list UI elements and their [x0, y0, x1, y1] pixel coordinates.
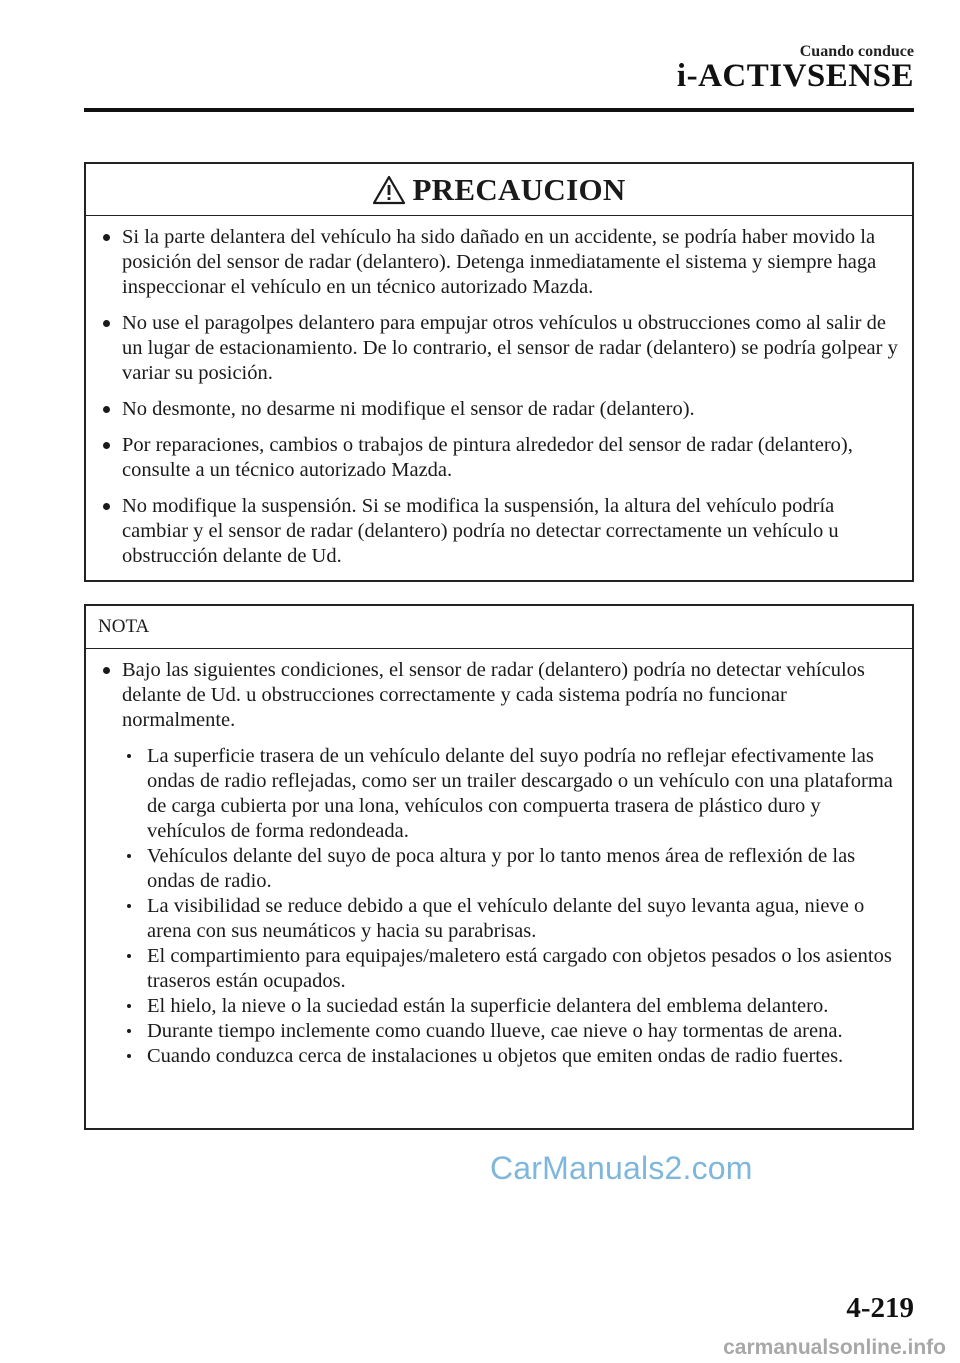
caution-header — [86, 164, 912, 216]
caution-item: Si la parte delantera del vehículo ha sido dañado en un accidente, se podría haber movido la posición del sensor de radar (delantero). Detenga inmediatamente el sistema y siempre haga inspeccionar el vehículo en un técnico autorizado Mazda. — [101, 225, 898, 300]
note-sub-list — [122, 744, 902, 1069]
caution-item: No modifique la suspensión. Si se modifica la suspensión, la altura del vehículo podría cambiar y el sensor de radar (delantero) podría no detectar correctamente un vehículo u obstrucción delante de Ud. — [101, 494, 898, 569]
watermark: CarManuals2.com — [490, 1150, 753, 1186]
note-box — [84, 604, 914, 1130]
footer-url[interactable]: carmanualsonline.info — [723, 1336, 946, 1359]
note-item — [101, 658, 902, 1069]
note-title: NOTA — [98, 616, 150, 637]
note-sub-item: La superficie trasera de un vehículo delante del suyo podría no reflejar efectivamente las ondas de radio reflejadas, como ser un trailer descargado o un vehículo con una plataforma de carga cubierta por una lona, vehículos con compuerta trasera de plástico duro y vehículos de forma redondeada. — [122, 744, 902, 844]
page-number: 4-219 — [846, 1292, 914, 1324]
note-sub-item: Cuando conduzca cerca de instalaciones u objetos que emiten ondas de radio fuertes. — [122, 1044, 902, 1069]
caution-title: PRECAUCION — [412, 171, 626, 207]
note-sub-item: El hielo, la nieve o la suciedad están la superficie delantera del emblema delantero. — [122, 994, 902, 1019]
warning-triangle-icon — [372, 175, 406, 205]
header-divider — [84, 108, 914, 112]
note-sub-item: El compartimiento para equipajes/maletero está cargado con objetos pesados o los asientos traseros están ocupados. — [122, 944, 902, 994]
note-sub-item: Durante tiempo inclemente como cuando llueve, cae nieve o hay tormentas de arena. — [122, 1019, 902, 1044]
caution-item: No desmonte, no desarme ni modifique el sensor de radar (delantero). — [101, 397, 898, 422]
note-header — [86, 606, 912, 649]
note-sub-item: Vehículos delante del suyo de poca altura y por lo tanto menos área de reflexión de las ondas de radio. — [122, 844, 902, 894]
note-intro: Bajo las siguientes condiciones, el sensor de radar (delantero) podría no detectar vehículos delante de Ud. u obstrucciones correctamente y cada sistema podría no funcionar normalmente. — [122, 659, 865, 731]
caution-item: Por reparaciones, cambios o trabajos de pintura alrededor del sensor de radar (delantero), consulte a un técnico autorizado Mazda. — [101, 433, 898, 483]
caution-list — [86, 216, 912, 569]
section-label: Cuando conduce — [799, 43, 914, 60]
note-list — [86, 649, 912, 1069]
caution-box — [84, 162, 914, 582]
caution-item: No use el paragolpes delantero para empujar otros vehículos u obstrucciones como al salir de un lugar de estacionamiento. De lo contrario, el sensor de radar (delantero) se podría golpear y variar su posición. — [101, 311, 898, 386]
chapter-title: i-ACTIVSENSE — [676, 58, 914, 94]
note-sub-item: La visibilidad se reduce debido a que el vehículo delante del suyo levanta agua, nieve o arena con sus neumáticos y hacia su parabrisas. — [122, 894, 902, 944]
